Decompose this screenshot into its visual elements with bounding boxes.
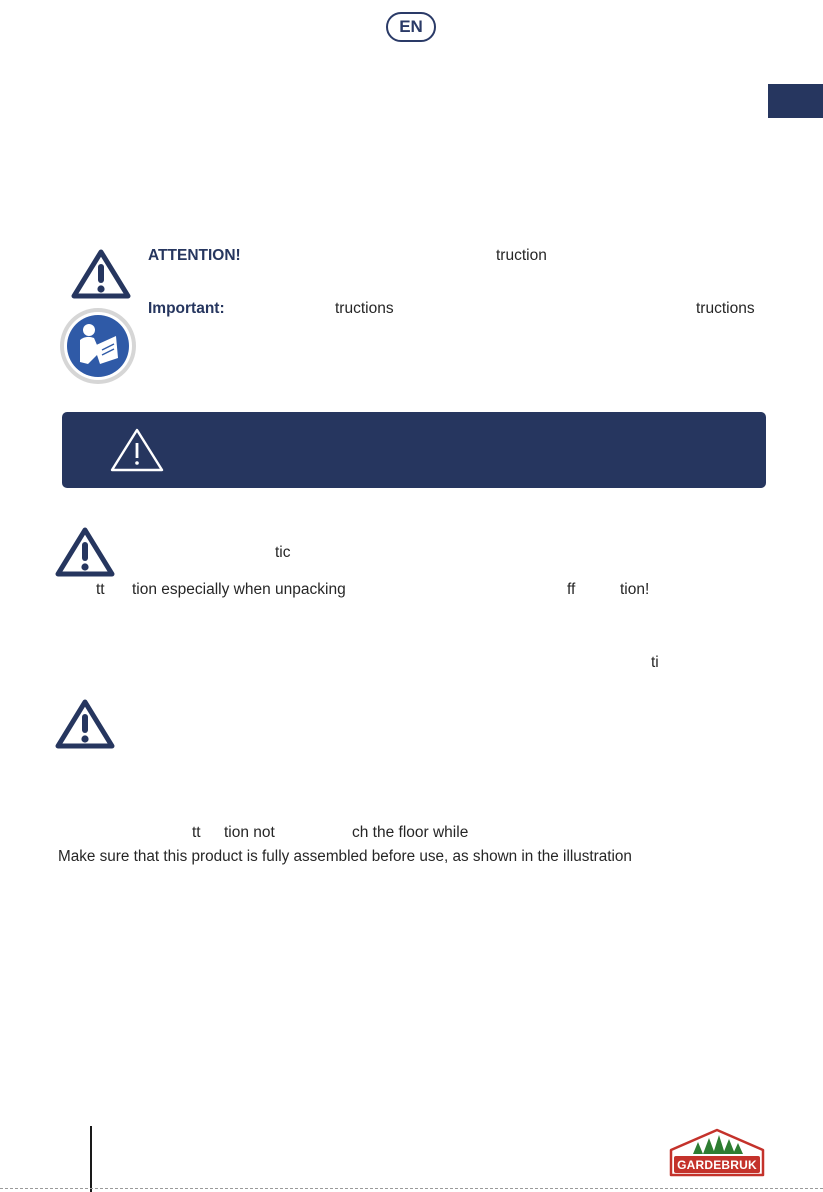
attention-text: truction <box>496 247 547 264</box>
safety-text-2b: tion especially when unpacking <box>132 581 346 598</box>
important-text-1: tructions <box>335 300 394 317</box>
warning-triangle-icon <box>54 698 116 750</box>
important-label: Important: <box>148 300 225 317</box>
assembly-text-1a: tt <box>192 824 201 841</box>
warning-banner <box>62 412 766 488</box>
banner-warning-icon <box>108 426 166 474</box>
footer-divider <box>90 1126 92 1192</box>
warning-triangle-icon <box>54 526 116 578</box>
language-badge <box>386 12 436 42</box>
page-trim-line <box>0 1188 823 1189</box>
attention-label: ATTENTION! <box>148 247 241 264</box>
language-code: EN <box>399 17 423 36</box>
safety-text-2c: ff <box>567 581 576 598</box>
safety-text-2d: tion! <box>620 581 650 598</box>
important-text-2: tructions <box>696 300 755 317</box>
safety-text-1: tic <box>275 544 291 561</box>
section-tab-marker <box>768 84 823 118</box>
safety-text-3: ti <box>651 654 659 671</box>
gardebruk-logo <box>668 1128 766 1178</box>
read-manual-icon <box>56 306 140 386</box>
warning-triangle-icon <box>70 248 132 300</box>
assembly-text-1b: tion not <box>224 824 275 841</box>
assembly-text-1c: ch the floor while <box>352 824 469 841</box>
assembly-text-2: Make sure that this product is fully assembled before use, as shown in the illustration <box>58 848 632 865</box>
brand-name: GARDEBRUK <box>677 1158 757 1172</box>
safety-text-2a: tt <box>96 581 105 598</box>
